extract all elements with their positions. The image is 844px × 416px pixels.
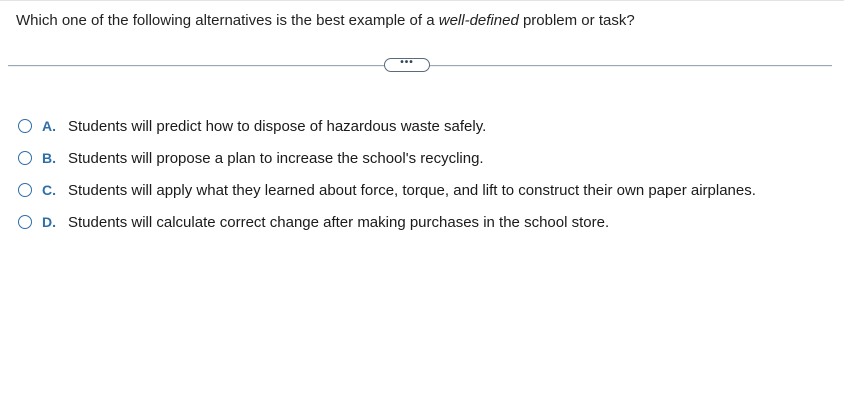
option-b[interactable] [18,142,756,174]
radio-a[interactable] [18,119,32,133]
option-letter: D. [42,214,56,230]
question-text-before: Which one of the following alternatives is the best example of a [16,12,439,29]
option-text: Students will propose a plan to increase the school's recycling. [68,149,484,167]
option-text: Students will apply what they learned about force, torque, and lift to construct their own paper airplanes. [68,181,756,199]
radio-d[interactable] [18,215,32,229]
question-emphasis: well-defined [438,12,519,29]
option-letter: A. [42,118,56,134]
section-divider [8,58,832,74]
option-d[interactable] [18,206,756,238]
answer-options [18,110,756,238]
option-letter: C. [42,182,56,198]
more-dots-icon: ••• [400,57,414,68]
expand-button[interactable] [384,58,430,72]
option-c[interactable] [18,174,756,206]
option-a[interactable] [18,110,756,142]
option-letter: B. [42,150,56,166]
radio-c[interactable] [18,183,32,197]
question-text-after: problem or task? [518,12,635,29]
option-text: Students will calculate correct change after making purchases in the school store. [68,213,610,231]
top-border [0,0,844,1]
option-text: Students will predict how to dispose of hazardous waste safely. [68,117,487,135]
question-text [16,11,635,31]
radio-b[interactable] [18,151,32,165]
